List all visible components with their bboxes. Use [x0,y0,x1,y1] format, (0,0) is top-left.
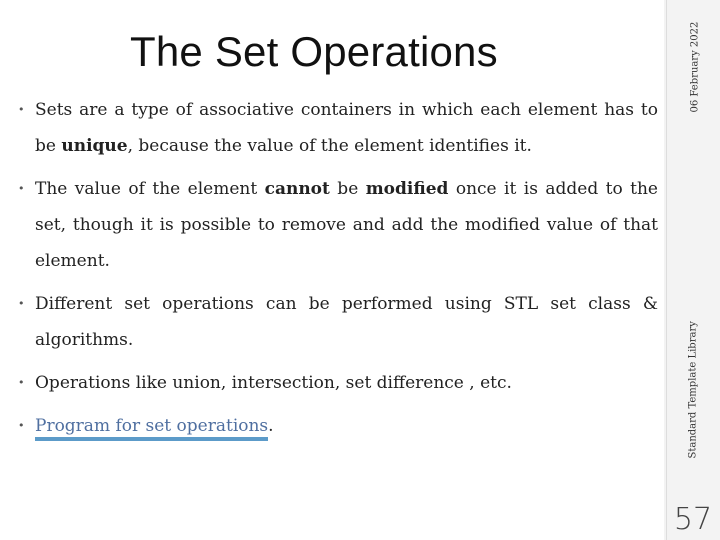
slide-title: The Set Operations [130,28,498,75]
bullet-text: . [268,416,274,436]
bullet-text: once it is added to the set, though it is possible to remove and add the modified value of that element. [35,179,658,271]
bullet-dot: • [18,103,25,116]
bullet-item [18,171,658,279]
sidebar-divider [666,0,667,540]
bullet-dot: • [18,297,25,310]
bullet-text: , because the value of the element identifies it. [127,136,532,156]
bullet-emphasis: modified [365,179,449,199]
bullet-emphasis: unique [61,136,128,156]
bullet-item [18,92,658,164]
bullet-dot: • [18,376,25,389]
bullet-item [18,286,658,358]
bullet-dot: • [18,182,25,195]
bullet-list [18,92,658,451]
program-link[interactable]: Program for set operations [35,416,268,441]
slide-footer: Standard Template Library [687,321,699,459]
bullet-emphasis: cannot [264,179,330,199]
bullet-text: Different set operations can be performed using STL set class & algorithms. [35,294,658,350]
bullet-text: The value of the element [35,179,265,199]
bullet-item [18,365,658,401]
bullet-text: Operations like union, intersection, set difference , etc. [35,373,512,393]
bullet-text: be [329,179,366,199]
page-number: 57 [673,502,713,537]
bullet-dot: • [18,419,25,432]
bullet-item [18,408,658,444]
slide-date: 06 February 2022 [689,21,701,113]
bullet-text: Sets are a type of associative containers in which each element has to be [35,100,658,156]
